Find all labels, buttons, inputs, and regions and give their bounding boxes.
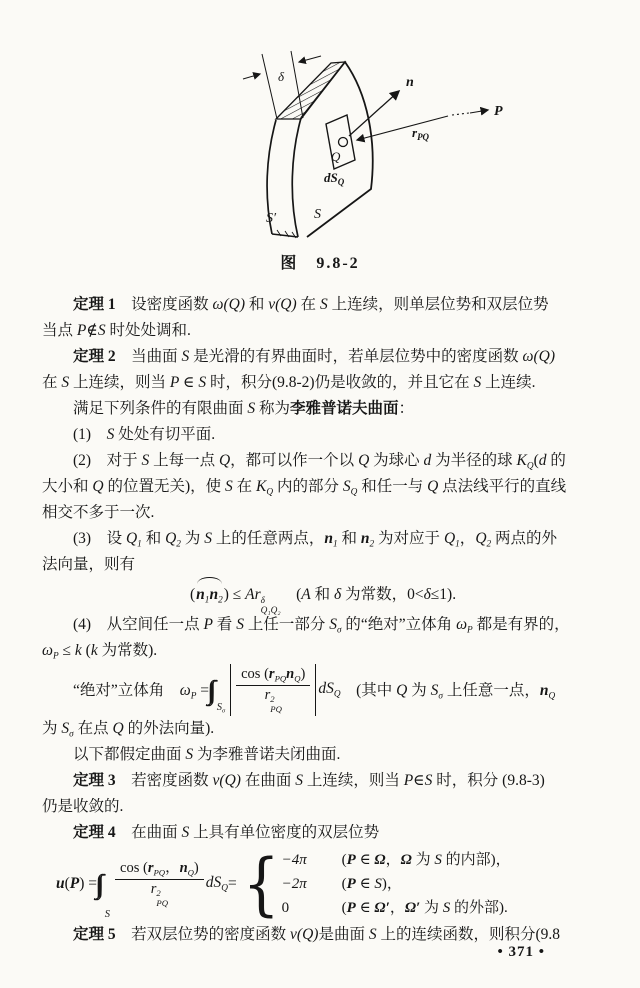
theorem-4-line: 定理 4 在曲面 S 上具有单位密度的双层位势 [73,824,380,841]
double-integral-symbol [209,677,219,704]
point-q-marker [339,138,348,147]
integral-domain: $S_\sigma$ [216,701,226,714]
overarc-mark [197,577,222,584]
condition-3-line-2: 法向量，则有 [42,556,136,573]
paren-open: ( [190,586,196,603]
case-condition: (P ∈ S)， [341,876,402,892]
delta-label: δ [278,69,285,84]
hatted-normals: $n_1n_2$ [195,578,224,618]
theorem-3-line-2: 仍是收敛的. [42,798,124,815]
normal-vector-label: n [406,75,414,90]
point-p-label: P [494,104,503,119]
fraction [115,860,204,907]
lyapunov-intro-line: 满足下列条件的有限曲面 S 称为李雅普诺夫曲面： [73,400,415,417]
formula-gauss-integral [56,843,602,925]
formula-solid-angle [42,664,602,716]
sup-sub-stack: δ Q₁Q₂ [260,596,281,616]
fraction-numerator: $\cos (r_{PQ}n_Q)$ [236,666,310,685]
page-number: • 371 • [497,944,545,960]
delta-arrow-right [299,56,321,62]
formula-lead-text: “绝对”立体角 $\omega_P$ = [73,682,210,702]
back-surface-label: S′ [266,211,277,226]
case-value: 0 [281,900,290,916]
point-q-label: Q [331,149,341,164]
double-integral-symbol [97,871,107,898]
condition-2-line-2: 大小和 Q 的位置无关)，使 S 在 $K_Q$ 内的部分 $S_Q$ 和任一与 Q 点法线平行的直线 [42,478,567,498]
integral-domain: S [104,909,111,920]
theorem-2-line-1: 定理 2 当曲面 S 是光滑的有界曲面时，若单层位势中的密度函数 ω(Q) [73,348,556,365]
shell-thickness-cross-section [276,62,345,119]
case-value: −2π [281,876,307,892]
relation-leq: ) ≤ [223,586,246,603]
normal-vector-arrow [349,91,399,136]
surface-element-label: $dS_Q$ [324,170,345,187]
theorem-1-line-2: 当点 P∉S 时处处调和. [42,322,191,339]
solid-angle-note-line-2: 为 $S_\sigma$ 在点 Q 的外法向量). [42,720,215,740]
case-condition: (P ∈ Ω，Ω 为 S 的内部)， [341,852,511,868]
formula-angle-inequality [42,578,602,616]
theorem-2-line-2: 在 S 上连续，则当 P ∈ S 时，积分(9.8-2)仍是收敛的，并且它在 S 上连续. [42,374,536,391]
fraction [236,666,310,713]
line-to-p-dashed [452,113,469,115]
condition-1-line: (1) S 处处有切平面. [73,426,216,443]
condition-4-line-2: $\omega_P \le k$ (k 为常数). [42,642,158,662]
absolute-value-bars [230,664,316,715]
figure-area [0,0,640,288]
cases-list [282,848,511,920]
front-surface-label: S [314,207,321,222]
equals-sign: = [227,875,237,892]
fraction-denominator: r 2 PQ [264,686,282,714]
theorem-3-line-1: 定理 3 若密度函数 ν(Q) 在曲面 S 上连续，则当 P∈S 时，积分 (9.8-3) [73,772,545,789]
constants-note: (A 和 δ 为常数，0<δ≤1). [280,586,457,603]
fraction-numerator: $\cos (r_{PQ}$，$n_Q$) [115,860,204,879]
figure-caption: 图 9.8-2 [280,255,360,272]
theorem-1-line-1: 定理 1 设密度函数 ω(Q) 和 ν(Q) 在 S 上连续，则单层位势和双层位势 [73,296,549,313]
cases-brace: { [242,843,280,925]
case-condition: (P ∈ Ω′，Ω′ 为 S 的外部). [341,900,508,916]
fraction-denominator: r 2 PQ [150,880,169,908]
p-arrow [470,110,488,113]
figure-9-8-2-diagram [0,0,640,250]
surface-differential: $dS_Q$ [205,874,228,894]
text-body [42,292,602,948]
front-surface-left-edge [292,118,301,237]
delta-arrow-left [243,74,260,79]
rpq-label: $r_{PQ}$ [412,125,430,142]
condition-2-line-3: 相交不多于一次. [42,504,155,521]
case-value: −4π [281,852,307,868]
condition-4-line-1: (4) 从空间任一点 P 看 S 上任一部分 $S_\sigma$ 的“绝对”立体角 $\omega_P$ 都是有界的， [73,616,570,636]
closed-surface-assumption: 以下都假定曲面 S 为李雅普诺夫闭曲面. [73,746,341,763]
condition-3-line-1: (3) 设 $Q_1$ 和 $Q_2$ 为 S 上的任意两点，$n_1$ 和 $n_2$ 为对应于 $Q_1$，$Q_2$ 两点的外 [73,530,558,550]
u-of-p: u(P) = [56,875,98,892]
formula-trailing-note: (其中 Q 为 $S_\sigma$ 上任意一点，$n_Q$ [340,682,556,702]
coefficient: Ar [245,586,261,603]
condition-2-line-1: (2) 对于 S 上每一点 Q，都可以作一个以 Q 为球心 d 为半径的球 $K_Q(d$ 的 [73,452,566,472]
theorem-5-line: 定理 5 若双层位势的密度函数 ν(Q)是曲面 S 上的连续函数，则积分(9.8 [73,926,560,943]
surface-differential: $dS_Q$ [318,680,341,700]
